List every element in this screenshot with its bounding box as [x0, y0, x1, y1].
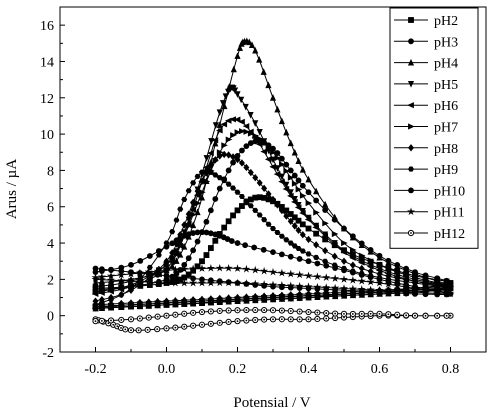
legend-label-pH8: pH8	[434, 141, 459, 157]
data-point-pH12-dot	[334, 317, 336, 319]
data-point-pH9	[128, 286, 133, 291]
data-point-pH3	[279, 156, 284, 161]
data-point-pH12-dot	[290, 318, 292, 320]
data-point-pH11	[288, 271, 294, 277]
data-point-pH9	[244, 297, 249, 302]
data-point-pH12-dot	[110, 320, 112, 322]
data-point-pH8	[323, 247, 328, 253]
data-point-pH3	[296, 178, 301, 183]
data-point-pH12-dot	[237, 320, 239, 322]
data-point-pH3	[314, 198, 319, 203]
data-point-pH12-dot	[387, 313, 389, 315]
data-point-pH11	[359, 278, 365, 284]
data-point-pH10	[341, 268, 346, 273]
x-tick-label: 0.4	[299, 362, 318, 377]
data-point-pH12-dot	[147, 329, 149, 331]
data-point-pH12-dot	[157, 316, 159, 318]
data-point-pH9	[208, 170, 213, 175]
data-point-pH4	[279, 118, 284, 124]
data-point-pH12-dot	[192, 325, 194, 327]
legend-marker-pH3	[408, 39, 413, 44]
data-point-pH10	[235, 240, 240, 245]
data-point-pH9	[128, 303, 133, 308]
data-point-pH11	[297, 272, 303, 278]
data-point-pH3	[244, 144, 249, 149]
legend	[390, 8, 478, 248]
data-point-pH12-dot	[228, 310, 230, 312]
data-point-pH12-dot	[281, 318, 283, 320]
data-point-pH3	[323, 207, 328, 212]
data-point-pH3	[306, 190, 311, 195]
data-point-pH9	[235, 297, 240, 302]
legend-marker-pH12-dot	[410, 232, 412, 234]
data-point-pH9	[266, 222, 271, 227]
data-point-pH8	[314, 242, 319, 248]
data-point-pH10	[279, 252, 284, 257]
data-point-pH6	[274, 172, 280, 177]
data-point-pH12-dot	[237, 309, 239, 311]
data-point-pH2	[314, 231, 319, 236]
data-point-pH11	[323, 274, 329, 280]
data-point-pH9	[226, 298, 231, 303]
data-point-pH9	[99, 304, 104, 309]
data-point-pH12-dot	[446, 315, 448, 317]
data-point-pH3	[226, 168, 231, 173]
data-point-pH7	[222, 143, 228, 148]
y-tick-label: -2	[42, 346, 54, 361]
y-tick-label: 10	[40, 128, 54, 144]
data-point-pH9	[253, 208, 258, 213]
data-point-pH9	[182, 197, 187, 202]
data-point-pH10	[359, 272, 364, 277]
data-point-pH12-dot	[450, 315, 452, 317]
data-point-pH12-dot	[361, 313, 363, 315]
data-point-pH12-dot	[299, 319, 301, 321]
data-point-pH11	[252, 267, 258, 273]
data-point-pH5	[223, 94, 228, 100]
legend-label-pH5: pH5	[434, 77, 459, 93]
data-point-pH9	[164, 301, 169, 306]
data-point-pH12-dot	[201, 324, 203, 326]
data-point-pH9	[315, 293, 320, 298]
data-point-pH9	[155, 301, 160, 306]
data-point-pH9	[213, 173, 218, 178]
data-point-pH11	[208, 265, 214, 271]
data-point-pH10	[270, 250, 275, 255]
data-point-pH12-dot	[228, 321, 230, 323]
data-point-pH12-dot	[263, 309, 265, 311]
legend-marker-pH2	[408, 17, 413, 22]
data-point-pH9	[288, 241, 293, 246]
data-point-pH10	[164, 273, 169, 278]
data-point-pH12-dot	[138, 329, 140, 331]
data-point-pH10	[261, 247, 266, 252]
data-point-pH5	[209, 138, 214, 144]
legend-label-pH10: pH10	[434, 184, 466, 200]
data-point-pH10	[93, 266, 98, 271]
y-tick-label: 2	[47, 273, 54, 289]
data-point-pH9	[239, 194, 244, 199]
data-point-pH12-dot	[166, 315, 168, 317]
data-point-pH5	[217, 110, 222, 116]
data-point-pH9	[262, 296, 267, 301]
data-point-pH4	[288, 140, 293, 146]
data-point-pH9	[270, 226, 275, 231]
data-point-pH8	[359, 265, 364, 271]
data-point-pH6	[221, 122, 227, 127]
data-point-pH7	[300, 193, 306, 198]
data-point-pH12-dot	[219, 322, 221, 324]
data-point-pH9	[230, 186, 235, 191]
data-point-pH9	[300, 249, 305, 254]
data-point-pH11	[350, 277, 356, 283]
data-point-pH12-dot	[299, 311, 301, 313]
data-point-pH3	[300, 183, 305, 188]
data-point-pH12-dot	[325, 312, 327, 314]
data-point-pH9	[288, 294, 293, 299]
data-point-pH3	[204, 219, 209, 224]
data-point-pH9	[195, 174, 200, 179]
data-point-pH6	[279, 179, 285, 184]
data-point-pH12-dot	[139, 318, 141, 320]
data-point-pH2	[204, 252, 209, 257]
data-point-pH11	[217, 265, 223, 271]
y-tick-label: 0	[47, 309, 54, 325]
legend-marker-pH10	[408, 188, 413, 193]
y-tick-label: 8	[47, 164, 54, 180]
data-point-pH3	[191, 248, 196, 253]
data-point-pH11	[234, 265, 240, 271]
data-point-pH10	[315, 261, 320, 266]
data-point-pH12-dot	[148, 317, 150, 319]
data-point-pH8	[341, 258, 346, 264]
data-point-pH2	[213, 238, 218, 243]
data-point-pH2	[300, 222, 305, 227]
legend-marker-pH9	[408, 167, 413, 172]
data-point-pH9	[279, 234, 284, 239]
data-point-pH2	[226, 219, 231, 224]
y-tick-label: 12	[40, 91, 54, 107]
x-tick-label: 0.8	[441, 362, 460, 377]
data-point-pH4	[284, 130, 289, 136]
legend-label-pH3: pH3	[434, 35, 459, 51]
data-point-pH4	[296, 158, 301, 164]
data-point-pH12-dot	[254, 319, 256, 321]
data-point-pH12-dot	[352, 313, 354, 315]
data-point-pH12-dot	[183, 313, 185, 315]
data-point-pH9	[191, 299, 196, 304]
legend-label-pH4: pH4	[434, 56, 459, 72]
data-point-pH12-dot	[201, 311, 203, 313]
data-point-pH12-dot	[436, 315, 438, 317]
data-point-pH9	[146, 302, 151, 307]
data-point-pH2	[199, 259, 204, 264]
data-point-pH10	[164, 244, 169, 249]
data-point-pH9	[297, 294, 302, 299]
data-point-pH11	[261, 268, 267, 274]
legend-label-pH11: pH11	[434, 205, 465, 221]
data-point-pH9	[284, 238, 289, 243]
data-point-pH9	[170, 229, 175, 234]
data-point-pH9	[296, 246, 301, 251]
data-point-pH11	[243, 266, 249, 272]
data-point-pH9	[257, 213, 262, 218]
data-point-pH10	[243, 243, 248, 248]
data-point-pH9	[222, 178, 227, 183]
y-tick-label: 4	[47, 237, 54, 253]
data-point-pH12-dot	[95, 320, 97, 322]
data-point-pH8	[306, 236, 311, 242]
legend-label-pH2: pH2	[434, 14, 459, 29]
data-point-pH3	[195, 239, 200, 244]
y-tick-label: 14	[40, 55, 54, 71]
data-point-pH11	[341, 276, 347, 282]
data-point-pH9	[108, 304, 113, 309]
data-point-pH11	[226, 265, 232, 271]
data-point-pH2	[222, 225, 227, 230]
legend-label-pH12: pH12	[434, 227, 466, 242]
data-point-pH12-dot	[120, 327, 122, 329]
data-point-pH12-dot	[156, 328, 158, 330]
data-point-pH10	[324, 263, 329, 268]
data-point-pH10	[252, 245, 257, 250]
data-point-pH12-dot	[210, 323, 212, 325]
y-tick-label: 16	[40, 19, 54, 35]
data-point-pH10	[333, 265, 338, 270]
data-point-pH2	[306, 226, 311, 231]
data-point-pH11	[279, 270, 285, 276]
data-point-pH10	[147, 253, 152, 258]
data-point-pH9	[217, 175, 222, 180]
x-tick-label: -0.2	[84, 362, 107, 377]
data-point-pH12-dot	[316, 312, 318, 314]
data-point-pH4	[235, 53, 240, 59]
data-point-pH9	[178, 207, 183, 212]
data-point-pH12-dot	[272, 309, 274, 311]
data-point-pH12-dot	[316, 318, 318, 320]
data-point-pH9	[119, 303, 124, 308]
data-point-pH3	[217, 186, 222, 191]
data-point-pH12-dot	[245, 309, 247, 311]
data-point-pH9	[244, 199, 249, 204]
data-point-pH11	[332, 275, 338, 281]
data-point-pH4	[261, 69, 266, 75]
data-point-pH7	[306, 201, 312, 206]
data-point-pH4	[275, 106, 280, 112]
data-point-pH10	[128, 262, 133, 267]
data-point-pH12-dot	[101, 320, 103, 322]
data-point-pH9	[235, 190, 240, 195]
x-tick-label: 0.6	[370, 362, 389, 377]
data-point-pH10	[288, 254, 293, 259]
data-point-pH6	[266, 157, 272, 162]
data-point-pH12-dot	[112, 324, 114, 326]
data-point-pH12-dot	[174, 327, 176, 329]
data-point-pH9	[182, 300, 187, 305]
data-point-pH9	[314, 255, 319, 260]
data-point-pH9	[186, 188, 191, 193]
data-point-pH10	[297, 256, 302, 261]
data-point-pH2	[230, 213, 235, 218]
legend-label-pH9: pH9	[434, 163, 459, 179]
data-point-pH3	[230, 160, 235, 165]
data-point-pH9	[248, 203, 253, 208]
data-point-pH12-dot	[290, 310, 292, 312]
data-point-pH12-dot	[405, 314, 407, 316]
data-point-pH12-dot	[120, 319, 122, 321]
data-point-pH12-dot	[379, 313, 381, 315]
data-point-pH3	[208, 208, 213, 213]
data-point-pH9	[93, 304, 98, 309]
data-point-pH6	[270, 164, 276, 169]
data-point-pH4	[300, 167, 305, 173]
data-point-pH9	[137, 302, 142, 307]
legend-label-pH6: pH6	[434, 99, 459, 115]
legend-label-pH7: pH7	[434, 120, 459, 136]
data-point-pH12-dot	[130, 329, 132, 331]
data-point-pH12-dot	[343, 313, 345, 315]
data-point-pH9	[191, 181, 196, 186]
data-point-pH9	[217, 298, 222, 303]
data-point-pH4	[257, 57, 262, 63]
data-point-pH10	[156, 248, 161, 253]
data-point-pH10	[306, 259, 311, 264]
series-pH12	[93, 307, 453, 332]
data-point-pH11	[368, 279, 374, 285]
data-point-pH10	[229, 238, 234, 243]
data-point-pH9	[226, 182, 231, 187]
data-point-pH12-dot	[334, 313, 336, 315]
data-point-pH12-dot	[281, 310, 283, 312]
data-point-pH9	[147, 265, 152, 270]
data-point-pH4	[266, 82, 271, 88]
data-point-pH12-dot	[245, 320, 247, 322]
data-point-pH12-dot	[263, 319, 265, 321]
data-point-pH11	[305, 273, 311, 279]
x-tick-label: 0.2	[228, 362, 247, 377]
data-point-pH10	[99, 267, 104, 272]
data-point-pH12-dot	[183, 326, 185, 328]
data-point-pH12-dot	[272, 318, 274, 320]
data-point-pH10	[173, 274, 178, 279]
data-point-pH12-dot	[414, 315, 416, 317]
data-point-pH5	[253, 121, 258, 127]
data-point-pH9	[119, 293, 124, 298]
data-point-pH9	[275, 230, 280, 235]
data-point-pH3	[213, 196, 218, 201]
data-point-pH7	[314, 210, 320, 215]
data-point-pH11	[314, 273, 320, 279]
data-point-pH12-dot	[174, 314, 176, 316]
data-point-pH9	[323, 259, 328, 264]
data-point-pH9	[174, 218, 179, 223]
data-point-pH12-dot	[308, 311, 310, 313]
data-point-pH12-dot	[130, 318, 132, 320]
data-point-pH4	[292, 150, 297, 156]
data-point-pH12-dot	[325, 318, 327, 320]
data-point-pH9	[333, 292, 338, 297]
data-point-pH9	[279, 295, 284, 300]
data-point-pH12-dot	[210, 311, 212, 313]
data-point-pH12-dot	[425, 315, 427, 317]
data-point-pH5	[257, 129, 262, 135]
data-point-pH12-dot	[124, 328, 126, 330]
data-point-pH9	[208, 298, 213, 303]
data-point-pH12-dot	[219, 310, 221, 312]
data-point-pH9	[262, 217, 267, 222]
data-point-pH4	[231, 66, 236, 72]
x-tick-label: 0.0	[157, 362, 176, 377]
data-point-pH11	[270, 269, 276, 275]
data-point-pH9	[270, 295, 275, 300]
data-point-pH12-dot	[370, 313, 372, 315]
data-point-pH12-dot	[254, 309, 256, 311]
data-point-pH4	[253, 48, 258, 54]
data-point-pH10	[138, 258, 143, 263]
data-point-pH4	[270, 95, 275, 101]
data-point-pH9	[199, 299, 204, 304]
data-point-pH9	[253, 296, 258, 301]
data-point-pH3	[288, 168, 293, 173]
data-point-pH9	[173, 300, 178, 305]
y-axis-label: Arus / µA	[4, 158, 20, 220]
data-point-pH10	[350, 270, 355, 275]
data-point-pH8	[332, 253, 337, 259]
data-point-pH12-dot	[396, 314, 398, 316]
y-tick-label: 6	[47, 200, 54, 216]
data-point-pH8	[350, 262, 355, 268]
data-point-pH12-dot	[166, 327, 168, 329]
data-point-pH3	[186, 256, 191, 261]
data-point-pH9	[108, 297, 113, 302]
data-point-pH9	[306, 293, 311, 298]
data-point-pH9	[306, 252, 311, 257]
data-point-pH12-dot	[192, 312, 194, 314]
data-point-pH3	[239, 148, 244, 153]
data-point-pH9	[324, 293, 329, 298]
data-point-pH12-dot	[308, 318, 310, 320]
data-point-pH11	[190, 280, 196, 286]
x-axis-label: Potensial / V	[233, 395, 311, 411]
data-point-pH12-dot	[116, 325, 118, 327]
data-point-pH2	[208, 245, 213, 250]
